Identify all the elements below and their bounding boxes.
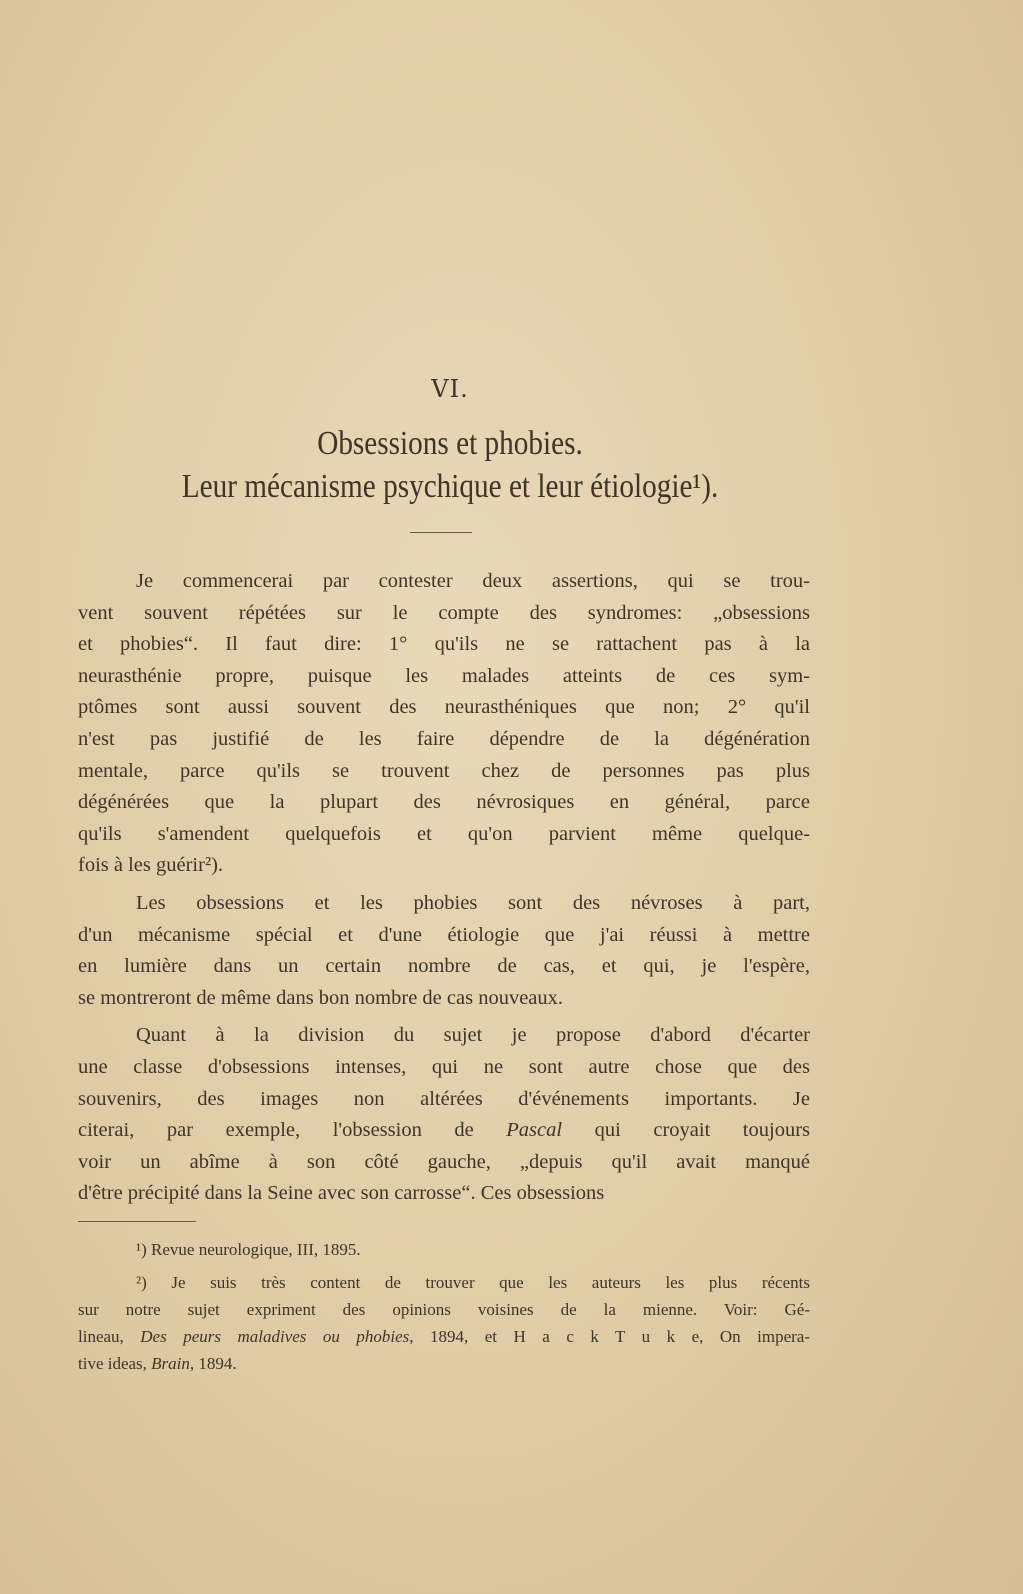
text-line: qu'ils s'amendent quelquefois et qu'on parvient même quelque- xyxy=(78,822,810,845)
text-line xyxy=(78,1115,810,1147)
text-segment: citerai, par exemple, l'obsession de xyxy=(78,1119,507,1142)
paragraph xyxy=(78,888,810,1014)
text-line: et phobies“. Il faut dire: 1° qu'ils ne se rattachent pas à la xyxy=(78,633,810,656)
text-line: mentale, parce qu'ils se trouvent chez de personnes pas plus xyxy=(78,759,810,782)
text-line: ptômes sont aussi souvent des neurasthéniques que non; 2° qu'il xyxy=(78,696,810,719)
paragraph xyxy=(78,566,810,882)
italic-text: Brain xyxy=(151,1354,190,1373)
text-line: voir un abîme à son côté gauche, „depuis qu'il avait manqué xyxy=(78,1150,810,1173)
text-line: d'un mécanisme spécial et d'une étiologie que j'ai réussi à mettre xyxy=(78,923,810,946)
text-line: dégénérées que la plupart des névrosiques en général, parce xyxy=(78,791,810,814)
text-line: Je commencerai par contester deux assertions, qui se trou- xyxy=(136,570,810,592)
italic-text: Pascal xyxy=(506,1119,563,1142)
text-line: ²) Je suis très content de trouver que les auteurs les plus récents xyxy=(136,1273,810,1292)
text-line: une classe d'obsessions intenses, qui ne sont autre chose que des xyxy=(78,1055,810,1078)
text-line xyxy=(78,1323,810,1350)
title-line-2: Leur mécanisme psychique et leur étiologie¹). xyxy=(181,468,719,505)
text-line: Quant à la division du sujet je propose d'abord d'écarter xyxy=(136,1024,810,1047)
paragraph xyxy=(78,1020,810,1210)
text-line: sur notre sujet expriment des opinions voisines de la mienne. Voir: Gé- xyxy=(78,1300,810,1319)
italic-text: Des peurs maladives ou phobies xyxy=(140,1327,410,1346)
text-line xyxy=(78,1350,810,1377)
footnote xyxy=(78,1269,810,1377)
text-line: d'être précipité dans la Seine avec son carrosse“. Ces obsessions xyxy=(78,1182,605,1205)
footnote-divider xyxy=(78,1221,196,1222)
text-line: neurasthénie propre, puisque les malades atteints de ces sym- xyxy=(78,664,810,687)
chapter-number: VI. xyxy=(431,375,469,403)
text-line: ¹) Revue neurologique, III, 1895. xyxy=(136,1240,361,1259)
text-line: fois à les guérir²). xyxy=(78,854,224,877)
footnote xyxy=(78,1236,810,1263)
title-line-1: Obsessions et phobies. xyxy=(317,425,583,462)
text-segment: tive ideas, xyxy=(78,1354,152,1373)
body-text xyxy=(78,566,810,1216)
text-line: souvenirs, des images non altérées d'événements importants. Je xyxy=(78,1087,810,1110)
text-segment: lineau, xyxy=(78,1327,141,1346)
text-segment: , 1894. xyxy=(189,1354,237,1373)
footnotes xyxy=(78,1236,810,1383)
text-line: vent souvent répétées sur le compte des syndromes: „obsessions xyxy=(78,601,810,624)
text-segment: , 1894, et H a c k T u k e, On impera- xyxy=(409,1327,810,1346)
text-line: Les obsessions et les phobies sont des névroses à part, xyxy=(136,891,810,914)
text-line: en lumière dans un certain nombre de cas, et qui, je l'espère, xyxy=(78,955,810,978)
title-divider xyxy=(410,532,472,533)
text-segment: qui croyait toujours xyxy=(562,1119,810,1142)
text-line: se montreront de même dans bon nombre de cas nouveaux. xyxy=(78,986,564,1009)
text-line: n'est pas justifié de les faire dépendre de la dégénération xyxy=(78,727,810,750)
